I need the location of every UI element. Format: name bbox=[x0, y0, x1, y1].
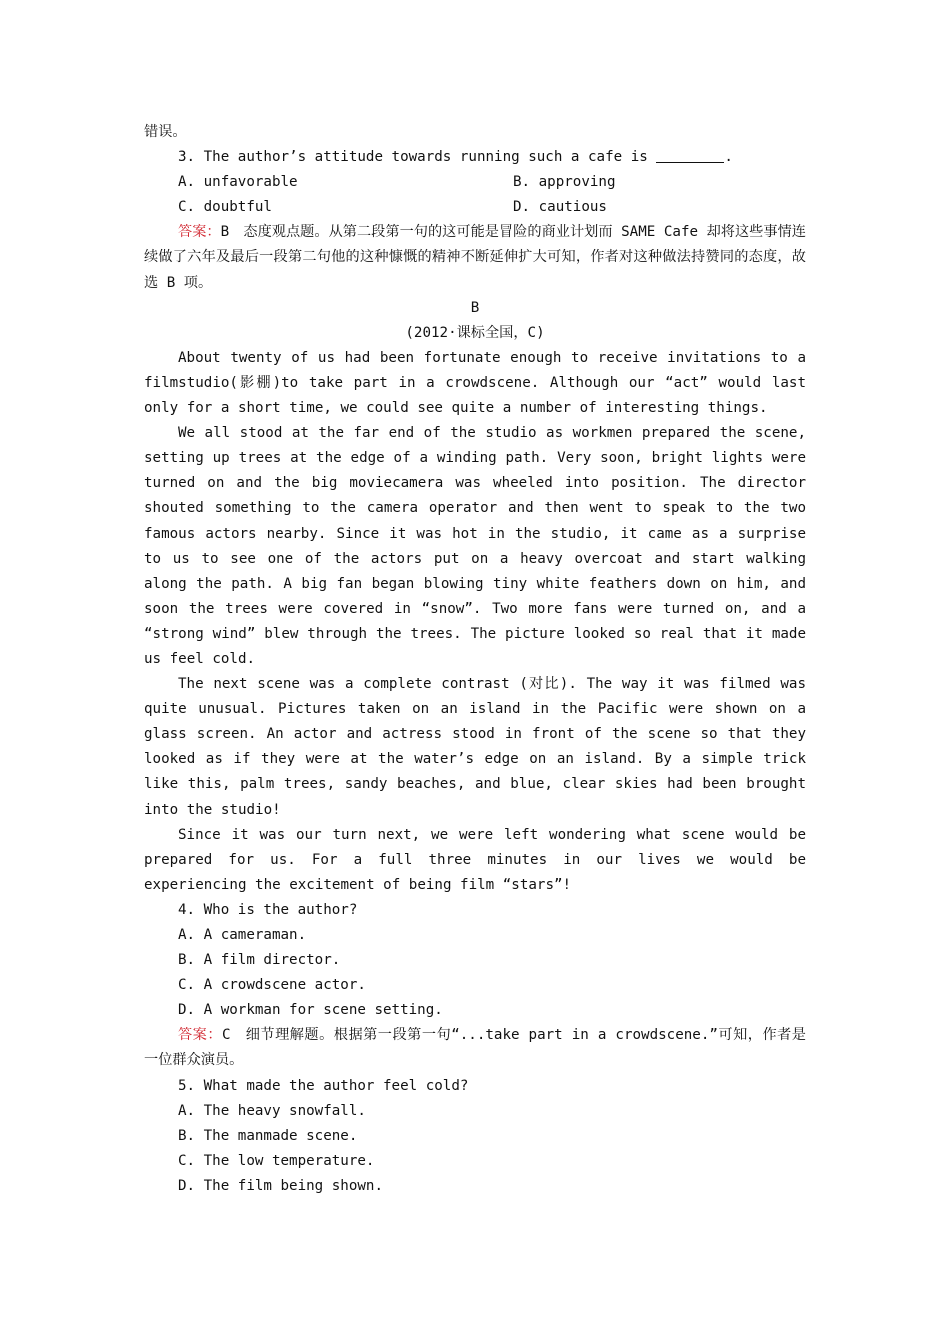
question-3-text: The author’s attitude towards running such a cafe is bbox=[203, 149, 648, 166]
question-5-option-c: C. The low temperature. bbox=[178, 1152, 375, 1169]
passage-paragraph-2: We all stood at the far end of the studio as workmen prepared the scene, setting up trees at the edge of a winding path. Very soon, bright lights were turned on and the big moviecamera was wheeled into position. The director shouted something to the camera operator and then went to speak to the two famous actors nearby. Since it was hot in the studio, it came as a surprise to us to see one of the actors put on a heavy overcoat and start walking along the path. A big fan began blowing tiny white feathers down on him, and soon the trees were covered in “snow”. Two more fans were turned on, and a “strong wind” blew through the trees. The picture looked so real that it made us feel cold. bbox=[144, 425, 806, 667]
answer-label: 答案： bbox=[178, 224, 221, 241]
top-fragment: 错误。 bbox=[144, 124, 187, 140]
question-5-stem: 5. What made the author feel cold? bbox=[178, 1077, 469, 1094]
question-4-answer bbox=[144, 1023, 806, 1073]
document-page bbox=[144, 120, 806, 1199]
option-b: B. approving bbox=[513, 174, 616, 191]
section-heading: B bbox=[470, 299, 480, 316]
option-c: C. doubtful bbox=[178, 199, 272, 216]
question-4-option-a: A. A cameraman. bbox=[178, 927, 307, 943]
question-3-stem bbox=[144, 145, 806, 170]
question-4-option-c: C. A crowdscene actor. bbox=[178, 977, 366, 994]
passage-paragraph-4: Since it was our turn next, we were left wondering what scene would be prepared for us. For a full three minutes in our lives we would be experiencing the excitement of being film “stars”! bbox=[144, 826, 806, 893]
answer-explanation: C 细节理解题。根据第一段第一句“...take part in a crowdscene.”可知，作者是一位群众演员。 bbox=[144, 1027, 806, 1069]
question-5-option-a: A. The heavy snowfall. bbox=[178, 1102, 366, 1119]
question-3-options-row-2 bbox=[144, 195, 806, 220]
passage-paragraph-1: About twenty of us had been fortunate enough to receive invitations to a filmstudio(影棚)to take part in a crowdscene. Although our “act” would last only for a short time, we could see quite a number of interesting things. bbox=[144, 349, 806, 417]
question-5-option-b: B. The manmade scene. bbox=[178, 1127, 358, 1144]
option-a: A. unfavorable bbox=[178, 174, 298, 191]
option-d: D. cautious bbox=[513, 199, 607, 216]
answer-label: 答案： bbox=[178, 1027, 223, 1044]
question-4-option-d: D. A workman for scene setting. bbox=[178, 1002, 443, 1019]
question-5-option-d: D. The film being shown. bbox=[178, 1177, 383, 1194]
answer-blank bbox=[656, 148, 724, 163]
question-3-answer bbox=[144, 220, 806, 295]
passage-paragraph-3: The next scene was a complete contrast (对比). The way it was filmed was quite unusual. Pictures taken on an island in the Pacific were shown on a glass screen. An actor and actress stood in front of the scene so that they looked as if they were at the water’s edge on an island. By a simple trick like this, palm trees, sandy beaches, and blue, clear skies had been brought into the studio! bbox=[144, 676, 806, 818]
question-3-options-row-1 bbox=[144, 170, 806, 195]
question-4-stem: 4. Who is the author? bbox=[178, 901, 358, 918]
answer-explanation: B 态度观点题。从第二段第一句的这可能是冒险的商业计划而 SAME Cafe 却将这些事情连续做了六年及最后一段第二句他的这种慷慨的精神不断延伸扩大可知，作者对这种做法持赞同的态度，故选 B 项。 bbox=[144, 224, 806, 291]
question-3-number: 3. bbox=[178, 149, 196, 166]
question-4-option-b: B. A film director. bbox=[178, 952, 341, 969]
question-3-period: . bbox=[724, 149, 733, 166]
passage-source: (2012·课标全国，C) bbox=[405, 324, 545, 341]
